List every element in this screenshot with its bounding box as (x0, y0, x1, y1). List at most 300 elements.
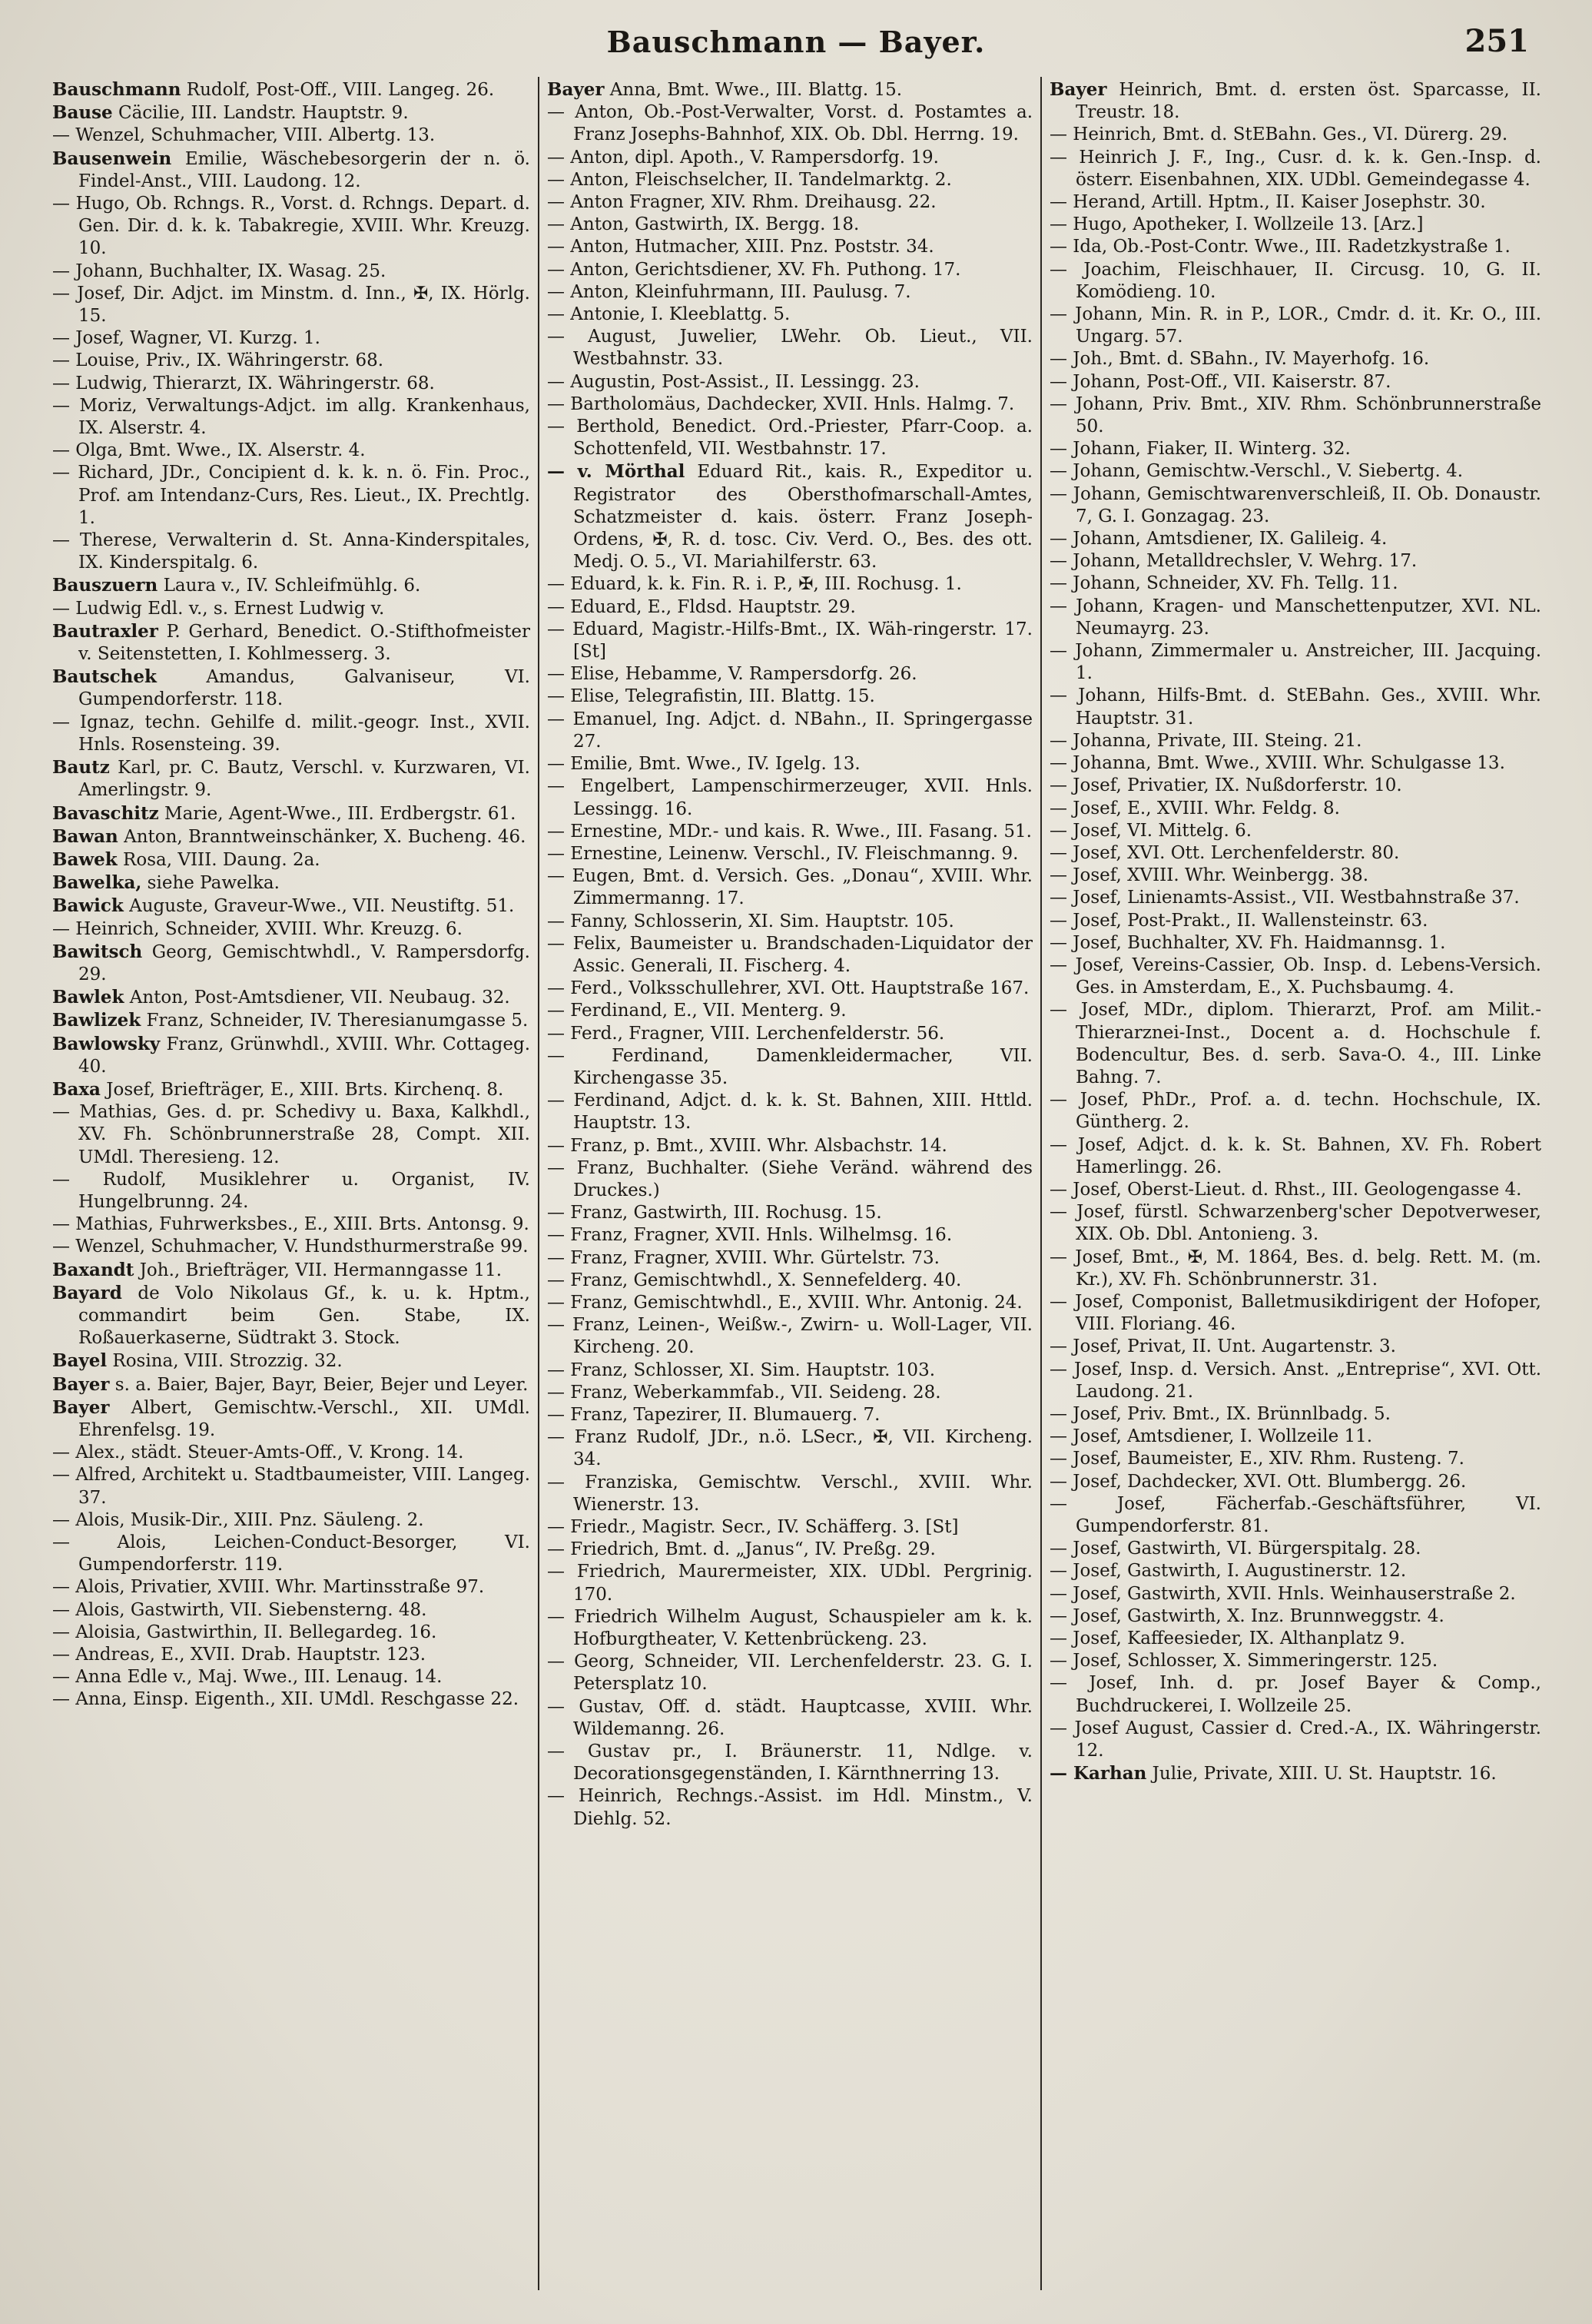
directory-entry (52, 986, 530, 1009)
directory-entry (547, 460, 1033, 573)
entry-text: — Herand, Artill. Hptm., II. Kaiser Josephstr. 30. (1050, 192, 1486, 213)
directory-entry (52, 895, 530, 918)
directory-entry (1050, 1179, 1541, 1201)
directory-entry (52, 1464, 530, 1509)
entry-text: — Fanny, Schlosserin, XI. Sim. Hauptstr. 105. (547, 911, 954, 931)
entry-text: — Anna Edle v., Maj. Wwe., III. Lenaug. 14. (52, 1667, 443, 1688)
entry-text: — Franz Rudolf, JDr., n.ö. LSecr., ✠, VII. Kircheng. 34. (547, 1427, 1033, 1470)
entry-text: Albert, Gemischtw.-Verschl., XII. UMdl. Ehrenfelsg. 19. (78, 1397, 530, 1440)
directory-entry (1050, 1471, 1541, 1493)
directory-entry (547, 1696, 1033, 1741)
directory-entry (547, 911, 1033, 933)
entry-text: — Anton, Kleinfuhrmann, III. Paulusg. 7. (547, 281, 911, 302)
directory-entry (52, 78, 530, 101)
entry-text: — Ferdinand, Damenkleidermacher, VII. Kirchengasse 35. (547, 1045, 1033, 1088)
directory-entry (1050, 371, 1541, 393)
directory-entry (1050, 1247, 1541, 1291)
directory-entry (1050, 775, 1541, 797)
directory-entry (1050, 1359, 1541, 1403)
entry-text: — August, Juwelier, LWehr. Ob. Lieut., VII. Westbahnstr. 33. (547, 327, 1033, 370)
entry-text: — Friedr., Magistr. Secr., IV. Schäfferg. 3. [St] (547, 1517, 959, 1537)
entry-text: — Alfred, Architekt u. Stadtbaumeister, VIII. Langeg. 37. (52, 1465, 530, 1508)
directory-entry (1050, 438, 1541, 460)
directory-entry (52, 1509, 530, 1532)
directory-entry (1050, 1718, 1541, 1762)
directory-entry (547, 619, 1033, 663)
entry-text: Amandus, Galvaniseur, VI. Gumpendorferstr. 118. (78, 667, 530, 710)
entry-text: — Andreas, E., XVII. Drab. Hauptstr. 123. (52, 1645, 426, 1665)
directory-entry (1050, 1448, 1541, 1470)
entry-text: — Anton, Ob.-Post-Verwalter, Vorst. d. Postamtes a. Franz Josephs-Bahnhof, XIX. Ob. Dbl. Herrng. 19. (547, 102, 1033, 145)
directory-entry (1050, 483, 1541, 528)
entry-text: — Ludwig, Thierarzt, IX. Währingerstr. 68. (52, 373, 435, 393)
directory-entry (547, 1202, 1033, 1224)
entry-text: — Heinrich J. F., Ing., Cusr. d. k. k. Gen.-Insp. d. österr. Eisenbahnen, XIX. UDbl. Gemeindegasse 4. (1050, 147, 1541, 190)
entry-surname: Bawlowsky (52, 1033, 161, 1054)
column-divider (1040, 77, 1042, 2290)
entry-text: — Ferd., Volksschullehrer, XVI. Ott. Hauptstraße 167. (547, 978, 1030, 999)
directory-entry (52, 1350, 530, 1373)
entry-text: — Franz, Weberkammfab., VII. Seideng. 28. (547, 1382, 941, 1403)
entry-text: — Josef, Wagner, VI. Kurzg. 1. (52, 328, 320, 349)
directory-entry (1050, 393, 1541, 438)
directory-entry (1050, 460, 1541, 483)
directory-entry (1050, 842, 1541, 865)
entry-text: — Elise, Telegrafistin, III. Blattg. 15. (547, 686, 875, 707)
directory-entry (547, 281, 1033, 304)
entry-text: — Emilie, Bmt. Wwe., IV. Igelg. 13. (547, 754, 861, 775)
entry-text: — Engelbert, Lampenschirmerzeuger, XVII. Hnls. Lessingg. 16. (547, 776, 1033, 819)
directory-entry (547, 1045, 1033, 1090)
entry-text: Georg, Gemischtwhdl., V. Rampersdorfg. 29. (78, 941, 530, 984)
entry-surname: Bayel (52, 1350, 108, 1372)
entry-text: — Alois, Leichen-Conduct-Besorger, VI. Gumpendorferstr. 119. (52, 1532, 530, 1575)
directory-entry (52, 941, 530, 986)
directory-entry (52, 327, 530, 350)
entry-text: — Franz, Gemischtwhdl., X. Sennefelderg. 40. (547, 1270, 962, 1290)
directory-entry (547, 1360, 1033, 1382)
entry-text: — Josef, E., XVIII. Whr. Feldg. 8. (1050, 798, 1340, 818)
entry-surname: Bawlek (52, 987, 124, 1008)
entry-text: — Franz, Leinen-, Weißw.-, Zwirn- u. Woll-Lager, VII. Kircheng. 20. (547, 1315, 1033, 1358)
entry-text: siehe Pawelka. (141, 873, 280, 894)
directory-entry (1050, 1583, 1541, 1605)
entry-surname: Bayer (52, 1396, 110, 1418)
entry-surname: Bayer (1050, 79, 1107, 100)
entry-text: — Josef, Oberst-Lieut. d. Rhst., III. Geologengasse 4. (1050, 1179, 1522, 1200)
directory-entry (547, 821, 1033, 843)
directory-entry (52, 1666, 530, 1688)
entry-text: — Anton, Gastwirth, IX. Bergg. 18. (547, 214, 860, 235)
directory-entry (547, 1651, 1033, 1695)
entry-text: — Mathias, Ges. d. pr. Schedivy u. Baxa, Kalkhdl., XV. Fh. Schönbrunnerstraße 28, Compt. XII. UMdl. Theresieng. 12. (52, 1102, 530, 1167)
entry-text: — Josef, Adjct. d. k. k. St. Bahnen, XV. Fh. Robert Hamerlingg. 26. (1050, 1134, 1541, 1177)
entry-text: — Ernestine, Leinenw. Verschl., IV. Fleischmanng. 9. (547, 843, 1019, 864)
entry-surname: Bause (52, 102, 113, 124)
directory-entry (547, 843, 1033, 865)
entry-text: Heinrich, Bmt. d. ersten öst. Sparcasse, II. Treustr. 18. (1076, 80, 1541, 123)
entry-text: — Ferdinand, E., VII. Menterg. 9. (547, 1001, 847, 1021)
entry-text: — Josef, Componist, Balletmusikdirigent der Hofoper, VIII. Floriang. 46. (1050, 1291, 1541, 1335)
entry-text: — Johanna, Bmt. Wwe., XVIII. Whr. Schulgasse 13. (1050, 753, 1505, 774)
entry-text: — Franz, Fragner, XVII. Hnls. Wilhelmsg. 16. (547, 1225, 953, 1246)
directory-entry (547, 663, 1033, 686)
entry-text: — Johann, Amtsdiener, IX. Galileig. 4. (1050, 529, 1388, 549)
entry-text: — Johann, Min. R. in P., LOR., Cmdr. d. it. Kr. O., III. Ungarg. 57. (1050, 304, 1541, 347)
directory-entry (547, 1000, 1033, 1022)
directory-entry (1050, 191, 1541, 214)
directory-entry (1050, 887, 1541, 909)
entry-surname: Baxa (52, 1078, 101, 1100)
entry-surname: Bawlizek (52, 1010, 141, 1031)
entry-text: Anton, Post-Amtsdiener, VII. Neubaug. 32. (124, 988, 510, 1008)
entry-text: — Heinrich, Schneider, XVIII. Whr. Kreuzg. 6. (52, 918, 463, 939)
entry-text: — Johann, Gemischtw.-Verschl., V. Siebertg. 4. (1050, 461, 1464, 482)
column-divider (538, 77, 539, 2290)
entry-text: — Felix, Baumeister u. Brandschaden-Liquidator der Assic. Generali, II. Fischerg. 4. (547, 933, 1033, 976)
entry-surname: Bawan (52, 825, 118, 847)
entry-text: — Ferd., Fragner, VIII. Lerchenfelderstr. 56. (547, 1023, 945, 1044)
directory-entry (52, 101, 530, 124)
directory-entry (547, 371, 1033, 393)
directory-entry (52, 620, 530, 666)
entry-surname: Bawitsch (52, 941, 143, 962)
entry-text: — Franziska, Gemischtw. Verschl., XVIII. Whr. Wienerstr. 13. (547, 1472, 1033, 1515)
entry-text: Emilie, Wäschebesorgerin der n. ö. Findel-Anst., VIII. Laudong. 12. (78, 148, 530, 191)
entry-text: — Bartholomäus, Dachdecker, XVII. Hnls. Halmg. 7. (547, 393, 1015, 414)
entry-text: — Josef, Schlosser, X. Simmeringerstr. 125. (1050, 1651, 1438, 1672)
directory-entry (1050, 1089, 1541, 1134)
directory-entry (547, 1314, 1033, 1359)
entry-text: — Franz, Fragner, XVIII. Whr. Gürtelstr. 73. (547, 1247, 940, 1268)
entry-text: — Ernestine, MDr.- und kais. R. Wwe., III. Fasang. 51. (547, 821, 1032, 842)
entry-surname: Bauschmann (52, 79, 181, 100)
entry-text: — Josef, XVIII. Whr. Weinbergg. 38. (1050, 865, 1369, 886)
entry-surname: Bausenwein (52, 148, 172, 169)
entry-text: — Berthold, Benedict. Ord.-Priester, Pfarr-Coop. a. Schottenfeld, VII. Westbahnstr. 17. (547, 417, 1033, 460)
entry-text: Anton, Branntweinschänker, X. Bucheng. 46. (118, 826, 526, 847)
entry-text: — Ludwig Edl. v., s. Ernest Ludwig v. (52, 598, 385, 619)
directory-entry (547, 865, 1033, 910)
directory-entry (52, 666, 530, 711)
directory-entry (1050, 640, 1541, 685)
directory-entry (52, 1599, 530, 1622)
entry-surname: Bauszuern (52, 575, 158, 596)
directory-entry (1050, 1201, 1541, 1246)
entry-text: Eduard Rit., kais. R., Expeditor u. Registrator des Obersthofmarschall-Amtes, Schatzmeister d. kais. österr. Franz Joseph-Ordens, ✠, R. d. tosc. Civ. Verd. O., Bes. des ott. Medj. O. 5., VI. Mariahilferstr. 63. (573, 462, 1033, 573)
entry-text: — Ignaz, techn. Gehilfe d. milit.-geogr. Inst., XVII. Hnls. Rosensteing. 39. (52, 712, 530, 755)
entry-text: — Anton, Gerichtsdiener, XV. Fh. Puthong. 17. (547, 259, 961, 280)
directory-entry (52, 395, 530, 440)
directory-entry (547, 753, 1033, 775)
entry-text: — Hugo, Apotheker, I. Wollzeile 13. [Arz.] (1050, 214, 1424, 235)
directory-entry (547, 1539, 1033, 1561)
directory-entry (52, 1282, 530, 1350)
directory-entry (1050, 124, 1541, 146)
directory-entry (52, 574, 530, 597)
entry-text: — Alex., städt. Steuer-Amts-Off., V. Krong. 14. (52, 1443, 464, 1463)
entry-text: — Josef, Fächerfab.-Geschäftsführer, VI. Gumpendorferstr. 81. (1050, 1493, 1541, 1536)
entry-text: — Johann, Kragen- und Manschettenputzer, XVI. NL. Neumayrg. 23. (1050, 596, 1541, 639)
directory-entry (1050, 1762, 1541, 1785)
directory-entry (547, 1135, 1033, 1157)
directory-entry (547, 326, 1033, 370)
directory-entry (1050, 932, 1541, 954)
directory-entry (52, 1644, 530, 1666)
directory-entry (52, 1396, 530, 1442)
directory-entry (1050, 752, 1541, 775)
directory-entry (52, 530, 530, 574)
entry-text: — Josef, Gastwirth, I. Augustinerstr. 12. (1050, 1561, 1407, 1582)
directory-entry (1050, 910, 1541, 932)
directory-entry (547, 1404, 1033, 1426)
directory-entry (547, 573, 1033, 596)
directory-entry (52, 1622, 530, 1644)
entry-text: — Gustav pr., I. Bräunerstr. 11, Ndlge. v. Decorationsgegenständen, I. Kärnthnerring 13. (547, 1741, 1033, 1784)
directory-entry (52, 373, 530, 395)
entry-text: — Johann, Gemischtwarenverschleiß, II. Ob. Donaustr. 7, G. I. Gonzagag. 23. (1050, 483, 1541, 526)
directory-entry (1050, 999, 1541, 1089)
directory-entry (547, 147, 1033, 169)
entry-text: — Friedrich Wilhelm August, Schauspieler am k. k. Hofburgtheater, V. Kettenbrückeng. 23. (547, 1606, 1033, 1650)
directory-entry (1050, 1403, 1541, 1426)
entry-text: — Rudolf, Musiklehrer u. Organist, IV. Hungelbrunng. 24. (52, 1169, 530, 1212)
entry-text: — Mathias, Fuhrwerksbes., E., XIII. Brts. Antonsg. 9. (52, 1214, 529, 1235)
directory-entry (52, 1078, 530, 1101)
entry-text: — Augustin, Post-Assist., II. Lessingg. 23. (547, 371, 920, 392)
entry-text: — Emanuel, Ing. Adjct. d. NBahn., II. Springergasse 27. (547, 709, 1033, 752)
entry-text: — Johann, Metalldrechsler, V. Wehrg. 17. (1050, 551, 1418, 572)
directory-entry (547, 1741, 1033, 1785)
entry-text: — Elise, Hebamme, V. Rampersdorfg. 26. (547, 664, 917, 685)
entry-text: — Johann, Priv. Bmt., XIV. Rhm. Schönbrunnerstraße 50. (1050, 393, 1541, 437)
directory-entry (547, 191, 1033, 214)
entry-surname: Bawick (52, 895, 124, 917)
column-left (52, 78, 530, 2299)
directory-entry (52, 124, 530, 147)
entry-text: de Volo Nikolaus Gf., k. u. k. Hptm., commandirt beim Gen. Stabe, IX. Roßauerkaserne, Südtrakt 3. Stock. (78, 1283, 530, 1349)
entry-text: Rudolf, Post-Off., VIII. Langeg. 26. (181, 80, 495, 100)
directory-entry (547, 596, 1033, 619)
directory-entry (1050, 1336, 1541, 1358)
entry-surname: Bawelka, (52, 872, 142, 894)
entry-text: — Georg, Schneider, VII. Lerchenfelderstr. 23. G. I. Petersplatz 10. (547, 1652, 1033, 1695)
directory-entry (52, 350, 530, 372)
entry-text: — Johann, Fiaker, II. Winterg. 32. (1050, 439, 1351, 460)
entry-surname: Bayer (52, 1373, 110, 1395)
directory-entry (1050, 1628, 1541, 1650)
entry-text: — Josef, Inh. d. pr. Josef Bayer & Comp., Buchdruckerei, I. Wollzeile 25. (1050, 1673, 1541, 1716)
directory-entry (1050, 78, 1541, 124)
entry-text: — Josef, Insp. d. Versich. Anst. „Entreprise“, XVI. Ott. Laudong. 21. (1050, 1359, 1541, 1402)
directory-entry (547, 214, 1033, 236)
entry-text: — Josef, Privat, II. Unt. Augartenstr. 3. (1050, 1336, 1396, 1357)
directory-entry (1050, 954, 1541, 999)
entry-text: — Josef, Amtsdiener, I. Wollzeile 11. (1050, 1426, 1373, 1447)
entry-text: — Friedrich, Bmt. d. „Janus“, IV. Preßg. 29. (547, 1539, 936, 1560)
entry-text: — Josef, fürstl. Schwarzenberg'scher Depotverweser, XIX. Ob. Dbl. Antonieng. 3. (1050, 1202, 1541, 1245)
directory-entry (1050, 1426, 1541, 1448)
entry-surname: Baxandt (52, 1259, 134, 1280)
entry-text: — Anton Fragner, XIV. Rhm. Dreihausg. 22. (547, 192, 937, 213)
entry-text: — Johann, Zimmermaler u. Anstreicher, III. Jacquing. 1. (1050, 641, 1541, 684)
entry-text: — Josef, VI. Mittelg. 6. (1050, 820, 1252, 841)
entry-text: — Josef, Vereins-Cassier, Ob. Insp. d. Lebens-Versich. Ges. in Amsterdam, E., X. Puchsbaumg. 4. (1050, 954, 1541, 998)
entry-text: — Anna, Einsp. Eigenth., XII. UMdl. Reschgasse 22. (52, 1689, 519, 1710)
entry-text: — Johanna, Private, III. Steing. 21. (1050, 730, 1362, 751)
entry-text: — Eugen, Bmt. d. Versich. Ges. „Donau“, XVIII. Whr. Zimmermanng. 17. (547, 866, 1033, 909)
entry-text: Joh., Briefträger, VII. Hermanngasse 11. (134, 1260, 502, 1280)
entry-text: — Hugo, Ob. Rchngs. R., Vorst. d. Rchngs. Depart. d. Gen. Dir. d. k. k. Tabakregie, XVIII. Whr. Kreuzg. 10. (52, 194, 530, 259)
directory-entry (52, 462, 530, 530)
running-title: Bauschmann — Bayer. (606, 25, 986, 59)
directory-entry (52, 1576, 530, 1599)
entry-text: — Wenzel, Schuhmacher, V. Hundsthurmerstraße 99. (52, 1237, 529, 1257)
entry-text: Rosa, VIII. Daung. 2a. (117, 849, 320, 870)
directory-entry (52, 712, 530, 756)
directory-entry (547, 416, 1033, 460)
entry-text: — Josef, Dir. Adjct. im Minstm. d. Inn., ✠, IX. Hörlg. 15. (52, 283, 530, 327)
directory-entry (547, 236, 1033, 258)
directory-entry (1050, 1493, 1541, 1538)
entry-text: Rosina, VIII. Strozzig. 32. (107, 1351, 343, 1372)
entry-text: Auguste, Graveur-Wwe., VII. Neustiftg. 51. (123, 896, 515, 917)
entry-text: — Heinrich, Bmt. d. StEBahn. Ges., VI. Dürerg. 29. (1050, 124, 1508, 145)
entry-text: — Josef, Gastwirth, XVII. Hnls. Weinhauserstraße 2. (1050, 1583, 1516, 1604)
directory-entry (1050, 259, 1541, 304)
directory-entry (1050, 798, 1541, 820)
directory-entry (52, 1532, 530, 1576)
directory-entry (52, 1101, 530, 1169)
directory-entry (547, 393, 1033, 416)
directory-entry (547, 1247, 1033, 1270)
entry-text: — Josef, Priv. Bmt., IX. Brünnlbadg. 5. (1050, 1403, 1391, 1424)
entry-text: — Josef, MDr., diplom. Thierarzt, Prof. am Milit.-Thierarznei-Inst., Docent a. d. Hochschule f. Bodencultur, Bes. d. serb. Sava-O. 4., III. Linke Bahng. 7. (1050, 1000, 1541, 1087)
entry-text: — Franz, Tapezirer, II. Blumauerg. 7. (547, 1404, 881, 1425)
directory-entry (547, 304, 1033, 326)
directory-entry (1050, 1291, 1541, 1336)
directory-entry (52, 440, 530, 462)
directory-entry (1050, 1605, 1541, 1628)
directory-entry (547, 1472, 1033, 1516)
entry-text: Laura v., IV. Schleifmühlg. 6. (158, 576, 421, 596)
directory-entry (1050, 685, 1541, 729)
directory-entry (52, 756, 530, 802)
entry-text: — Alois, Musik-Dir., XIII. Pnz. Säuleng. 2. (52, 1509, 424, 1530)
directory-entry (547, 1270, 1033, 1292)
entry-text: — Johann, Post-Off., VII. Kaiserstr. 87. (1050, 371, 1391, 392)
directory-entry (547, 1382, 1033, 1404)
entry-text: — Wenzel, Schuhmacher, VIII. Albertg. 13. (52, 125, 436, 146)
directory-entry (52, 848, 530, 872)
directory-entry (1050, 304, 1541, 348)
directory-entry (547, 259, 1033, 281)
entry-surname: — v. Mörthal (547, 461, 685, 483)
directory-entry (547, 1606, 1033, 1651)
entry-surname: Bautz (52, 757, 110, 779)
entry-text: — Friedrich, Maurermeister, XIX. UDbl. Pergrinig. 170. (547, 1562, 1033, 1605)
directory-entry (52, 148, 530, 193)
entry-text: — Eduard, E., Fldsd. Hauptstr. 29. (547, 596, 856, 617)
entry-text: — Franz, Schlosser, XI. Sim. Hauptstr. 103. (547, 1360, 936, 1380)
entry-text: Karl, pr. C. Bautz, Verschl. v. Kurzwaren, VI. Amerlingstr. 9. (78, 758, 530, 801)
entry-text: Cäcilie, III. Landstr. Hauptstr. 9. (112, 103, 409, 124)
entry-text: — Josef, Post-Prakt., II. Wallensteinstr. 63. (1050, 910, 1428, 931)
directory-entry (52, 1033, 530, 1078)
entry-text: Marie, Agent-Wwe., III. Erdbergstr. 61. (158, 803, 516, 824)
entry-text: — Josef, Gastwirth, VI. Bürgerspitalg. 28. (1050, 1539, 1421, 1559)
entry-text: Josef, Briefträger, E., XIII. Brts. Kirchenq. 8. (100, 1079, 504, 1100)
entry-text: P. Gerhard, Benedict. O.-Stifthofmeister v. Seitenstetten, I. Kohlmesserg. 3. (78, 621, 530, 665)
directory-entry (1050, 550, 1541, 573)
entry-text: — Johann, Schneider, XV. Fh. Tellg. 11. (1050, 573, 1398, 594)
directory-entry (547, 1224, 1033, 1247)
directory-entry (1050, 730, 1541, 752)
entry-text: — Johann, Buchhalter, IX. Wasag. 25. (52, 261, 386, 281)
directory-entry (52, 283, 530, 327)
page-header (0, 11, 1592, 66)
entry-text: — Ida, Ob.-Post-Contr. Wwe., III. Radetzkystraße 1. (1050, 237, 1511, 257)
directory-entry (547, 1785, 1033, 1830)
entry-surname: Bautraxler (52, 620, 158, 642)
entry-text: Franz, Grünwhdl., XVIII. Whr. Cottageg. 40. (78, 1034, 530, 1077)
directory-entry (547, 1516, 1033, 1539)
directory-entry (547, 78, 1033, 101)
directory-entry (547, 709, 1033, 753)
entry-text: Franz, Schneider, IV. Theresianumgasse 5. (141, 1011, 529, 1031)
entry-text: — Josef, Gastwirth, X. Inz. Brunnweggstr. 4. (1050, 1605, 1444, 1626)
entry-text: — Josef August, Cassier d. Cred.-A., IX. Währingerstr. 12. (1050, 1718, 1541, 1761)
entry-text: — Moriz, Verwaltungs-Adjct. im allg. Krankenhaus, IX. Alserstr. 4. (52, 395, 530, 439)
entry-text: — Louise, Priv., IX. Währingerstr. 68. (52, 350, 384, 371)
entry-text: — Anton, dipl. Apoth., V. Rampersdorfg. 19. (547, 147, 939, 168)
entry-text: — Eduard, Magistr.-Hilfs-Bmt., IX. Wäh-ringerstr. 17. [St] (547, 619, 1033, 662)
directory-entry (1050, 147, 1541, 191)
directory-entry (1050, 348, 1541, 370)
entry-text: — Richard, JDr., Concipient d. k. k. n. ö. Fin. Proc., Prof. am Intendanz-Curs, Res. Lieut., IX. Prechtlg. 1. (52, 463, 530, 528)
directory-entry (52, 918, 530, 941)
entry-surname: Bautschek (52, 666, 157, 688)
directory-entry (1050, 1538, 1541, 1560)
directory-entry (1050, 865, 1541, 887)
directory-entry (52, 1373, 530, 1396)
entry-surname: Bayard (52, 1282, 122, 1303)
directory-entry (547, 1023, 1033, 1045)
entry-text: — Ferdinand, Adjct. d. k. k. St. Bahnen, XIII. Httld. Hauptstr. 13. (547, 1091, 1033, 1134)
entry-text: s. a. Baier, Bajer, Bayr, Beier, Bejer und Leyer. (109, 1374, 529, 1395)
entry-text: — Josef, Privatier, IX. Nußdorferstr. 10. (1050, 775, 1402, 796)
entry-text: — Franz, Gemischtwhdl., E., XVIII. Whr. Antonig. 24. (547, 1292, 1023, 1313)
directory-entry (52, 598, 530, 620)
entry-text: — Josef, Baumeister, E., XIV. Rhm. Rusteng. 7. (1050, 1449, 1464, 1469)
column-middle (547, 78, 1033, 2299)
entry-text: — Therese, Verwalterin d. St. Anna-Kinderspitales, IX. Kinderspitalg. 6. (52, 530, 530, 573)
directory-entry (52, 261, 530, 283)
entry-text: — Josef, XVI. Ott. Lerchenfelderstr. 80. (1050, 842, 1400, 863)
directory-entry (547, 169, 1033, 191)
directory-entry (52, 1442, 530, 1464)
entry-text: — Olga, Bmt. Wwe., IX. Alserstr. 4. (52, 440, 366, 461)
directory-entry (52, 1259, 530, 1282)
directory-entry (1050, 1560, 1541, 1582)
entry-text: — Josef, PhDr., Prof. a. d. techn. Hochschule, IX. Güntherg. 2. (1050, 1090, 1541, 1133)
directory-entry (1050, 214, 1541, 236)
entry-text: — Josef, Bmt., ✠, M. 1864, Bes. d. belg. Rett. M. (m. Kr.), XV. Fh. Schönbrunnerstr. 31. (1050, 1247, 1541, 1290)
entry-text: — Johann, Hilfs-Bmt. d. StEBahn. Ges., XVIII. Whr. Hauptstr. 31. (1050, 686, 1541, 729)
directory-entry (52, 802, 530, 825)
directory-entry (1050, 528, 1541, 550)
entry-text: — Heinrich, Rechngs.-Assist. im Hdl. Minstm., V. Diehlg. 52. (547, 1786, 1033, 1829)
